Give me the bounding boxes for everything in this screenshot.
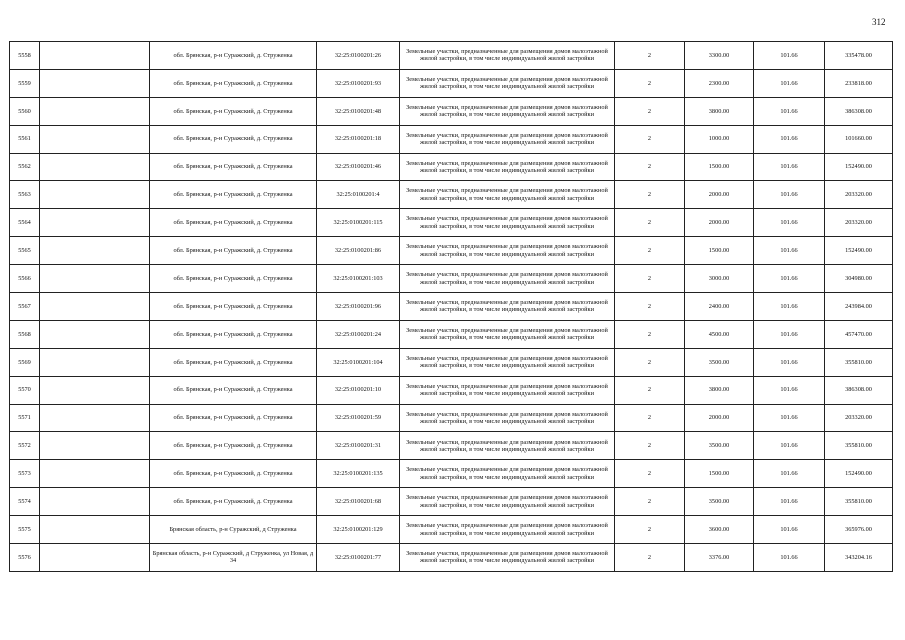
table-body bbox=[10, 42, 893, 572]
permitted-use-cell: Земельные участки, предназначенные для размещения домов малоэтажной жилой застройки, в том числе индивидуальной жилой застройки bbox=[400, 97, 615, 125]
category-cell: 2 bbox=[615, 544, 685, 572]
area-cell: 1500.00 bbox=[685, 153, 754, 181]
specific-value-cell: 101.66 bbox=[754, 432, 825, 460]
row-number-cell: 5570 bbox=[10, 376, 40, 404]
permitted-use-cell: Земельные участки, предназначенные для размещения домов малоэтажной жилой застройки, в том числе индивидуальной жилой застройки bbox=[400, 404, 615, 432]
area-cell: 3600.00 bbox=[685, 516, 754, 544]
cadastral-value-cell: 203320.00 bbox=[825, 209, 893, 237]
permitted-use-cell: Земельные участки, предназначенные для размещения домов малоэтажной жилой застройки, в том числе индивидуальной жилой застройки bbox=[400, 376, 615, 404]
cadastral-value-cell: 152490.00 bbox=[825, 153, 893, 181]
category-cell: 2 bbox=[615, 516, 685, 544]
address-cell: обл. Брянская, р-н Суражский, д. Струженка bbox=[150, 97, 317, 125]
address-cell: обл. Брянская, р-н Суражский, д. Струженка bbox=[150, 376, 317, 404]
cadastral-value-cell: 343204.16 bbox=[825, 544, 893, 572]
address-cell: обл. Брянская, р-н Суражский, д. Струженка bbox=[150, 265, 317, 293]
address-cell: обл. Брянская, р-н Суражский, д. Струженка bbox=[150, 125, 317, 153]
area-cell: 1500.00 bbox=[685, 237, 754, 265]
address-cell: обл. Брянская, р-н Суражский, д. Струженка bbox=[150, 488, 317, 516]
cadastral-value-cell: 355810.00 bbox=[825, 348, 893, 376]
category-cell: 2 bbox=[615, 348, 685, 376]
area-cell: 3500.00 bbox=[685, 488, 754, 516]
category-cell: 2 bbox=[615, 42, 685, 70]
cadastral-number-cell: 32:25:0100201:68 bbox=[317, 488, 400, 516]
table-row bbox=[10, 153, 893, 181]
area-cell: 3800.00 bbox=[685, 376, 754, 404]
address-cell: обл. Брянская, р-н Суражский, д. Струженка bbox=[150, 320, 317, 348]
table-row bbox=[10, 293, 893, 321]
empty-cell bbox=[40, 293, 150, 321]
cadastral-number-cell: 32:25:0100201:135 bbox=[317, 460, 400, 488]
cadastral-number-cell: 32:25:0100201:48 bbox=[317, 97, 400, 125]
empty-cell bbox=[40, 209, 150, 237]
cadastral-number-cell: 32:25:0100201:26 bbox=[317, 42, 400, 70]
category-cell: 2 bbox=[615, 265, 685, 293]
specific-value-cell: 101.66 bbox=[754, 69, 825, 97]
category-cell: 2 bbox=[615, 404, 685, 432]
table-row bbox=[10, 544, 893, 572]
cadastral-value-cell: 233818.00 bbox=[825, 69, 893, 97]
empty-cell bbox=[40, 348, 150, 376]
empty-cell bbox=[40, 237, 150, 265]
cadastral-number-cell: 32:25:0100201:103 bbox=[317, 265, 400, 293]
row-number-cell: 5568 bbox=[10, 320, 40, 348]
category-cell: 2 bbox=[615, 460, 685, 488]
area-cell: 3500.00 bbox=[685, 432, 754, 460]
cadastral-number-cell: 32:25:0100201:4 bbox=[317, 181, 400, 209]
permitted-use-cell: Земельные участки, предназначенные для размещения домов малоэтажной жилой застройки, в том числе индивидуальной жилой застройки bbox=[400, 460, 615, 488]
category-cell: 2 bbox=[615, 376, 685, 404]
cadastral-value-cell: 355810.00 bbox=[825, 432, 893, 460]
specific-value-cell: 101.66 bbox=[754, 488, 825, 516]
specific-value-cell: 101.66 bbox=[754, 42, 825, 70]
cadastral-number-cell: 32:25:0100201:93 bbox=[317, 69, 400, 97]
row-number-cell: 5562 bbox=[10, 153, 40, 181]
cadastral-value-cell: 386308.00 bbox=[825, 97, 893, 125]
area-cell: 1500.00 bbox=[685, 460, 754, 488]
specific-value-cell: 101.66 bbox=[754, 181, 825, 209]
cadastral-value-cell: 101660.00 bbox=[825, 125, 893, 153]
specific-value-cell: 101.66 bbox=[754, 125, 825, 153]
specific-value-cell: 101.66 bbox=[754, 460, 825, 488]
category-cell: 2 bbox=[615, 181, 685, 209]
cadastral-value-cell: 386308.00 bbox=[825, 376, 893, 404]
row-number-cell: 5574 bbox=[10, 488, 40, 516]
area-cell: 4500.00 bbox=[685, 320, 754, 348]
cadastral-number-cell: 32:25:0100201:104 bbox=[317, 348, 400, 376]
empty-cell bbox=[40, 181, 150, 209]
specific-value-cell: 101.66 bbox=[754, 404, 825, 432]
cadastral-number-cell: 32:25:0100201:24 bbox=[317, 320, 400, 348]
cadastral-number-cell: 32:25:0100201:31 bbox=[317, 432, 400, 460]
specific-value-cell: 101.66 bbox=[754, 544, 825, 572]
address-cell: обл. Брянская, р-н Суражский, д. Струженка bbox=[150, 153, 317, 181]
cadastral-number-cell: 32:25:0100201:59 bbox=[317, 404, 400, 432]
permitted-use-cell: Земельные участки, предназначенные для размещения домов малоэтажной жилой застройки, в том числе индивидуальной жилой застройки bbox=[400, 544, 615, 572]
empty-cell bbox=[40, 42, 150, 70]
empty-cell bbox=[40, 265, 150, 293]
permitted-use-cell: Земельные участки, предназначенные для размещения домов малоэтажной жилой застройки, в том числе индивидуальной жилой застройки bbox=[400, 237, 615, 265]
cadastral-value-cell: 355810.00 bbox=[825, 488, 893, 516]
table-row bbox=[10, 320, 893, 348]
specific-value-cell: 101.66 bbox=[754, 97, 825, 125]
area-cell: 3376.00 bbox=[685, 544, 754, 572]
cadastral-value-cell: 203320.00 bbox=[825, 181, 893, 209]
area-cell: 3000.00 bbox=[685, 265, 754, 293]
table-row bbox=[10, 376, 893, 404]
table-row bbox=[10, 181, 893, 209]
row-number-cell: 5558 bbox=[10, 42, 40, 70]
row-number-cell: 5561 bbox=[10, 125, 40, 153]
address-cell: Брянская область, р-н Суражский, д Струженка bbox=[150, 516, 317, 544]
category-cell: 2 bbox=[615, 432, 685, 460]
permitted-use-cell: Земельные участки, предназначенные для размещения домов малоэтажной жилой застройки, в том числе индивидуальной жилой застройки bbox=[400, 265, 615, 293]
cadastral-value-cell: 203320.00 bbox=[825, 404, 893, 432]
permitted-use-cell: Земельные участки, предназначенные для размещения домов малоэтажной жилой застройки, в том числе индивидуальной жилой застройки bbox=[400, 209, 615, 237]
address-cell: обл. Брянская, р-н Суражский, д. Струженка bbox=[150, 460, 317, 488]
empty-cell bbox=[40, 516, 150, 544]
permitted-use-cell: Земельные участки, предназначенные для размещения домов малоэтажной жилой застройки, в том числе индивидуальной жилой застройки bbox=[400, 153, 615, 181]
cadastral-value-cell: 243984.00 bbox=[825, 293, 893, 321]
area-cell: 3300.00 bbox=[685, 42, 754, 70]
page-number: 312 bbox=[872, 17, 886, 27]
table-row bbox=[10, 237, 893, 265]
table-row bbox=[10, 404, 893, 432]
row-number-cell: 5573 bbox=[10, 460, 40, 488]
row-number-cell: 5575 bbox=[10, 516, 40, 544]
cadastral-value-cell: 304980.00 bbox=[825, 265, 893, 293]
empty-cell bbox=[40, 125, 150, 153]
row-number-cell: 5563 bbox=[10, 181, 40, 209]
area-cell: 3500.00 bbox=[685, 348, 754, 376]
cadastral-number-cell: 32:25:0100201:129 bbox=[317, 516, 400, 544]
empty-cell bbox=[40, 153, 150, 181]
specific-value-cell: 101.66 bbox=[754, 237, 825, 265]
empty-cell bbox=[40, 320, 150, 348]
address-cell: обл. Брянская, р-н Суражский, д. Струженка bbox=[150, 432, 317, 460]
table-row bbox=[10, 432, 893, 460]
specific-value-cell: 101.66 bbox=[754, 209, 825, 237]
empty-cell bbox=[40, 544, 150, 572]
empty-cell bbox=[40, 460, 150, 488]
row-number-cell: 5571 bbox=[10, 404, 40, 432]
row-number-cell: 5566 bbox=[10, 265, 40, 293]
cadastral-value-cell: 365976.00 bbox=[825, 516, 893, 544]
category-cell: 2 bbox=[615, 97, 685, 125]
table-row bbox=[10, 460, 893, 488]
row-number-cell: 5565 bbox=[10, 237, 40, 265]
table-row bbox=[10, 42, 893, 70]
category-cell: 2 bbox=[615, 209, 685, 237]
permitted-use-cell: Земельные участки, предназначенные для размещения домов малоэтажной жилой застройки, в том числе индивидуальной жилой застройки bbox=[400, 516, 615, 544]
table-row bbox=[10, 348, 893, 376]
table-row bbox=[10, 516, 893, 544]
land-registry-table bbox=[9, 41, 893, 572]
cadastral-value-cell: 335478.00 bbox=[825, 42, 893, 70]
empty-cell bbox=[40, 432, 150, 460]
address-cell: обл. Брянская, р-н Суражский, д. Струженка bbox=[150, 209, 317, 237]
row-number-cell: 5567 bbox=[10, 293, 40, 321]
specific-value-cell: 101.66 bbox=[754, 376, 825, 404]
address-cell: обл. Брянская, р-н Суражский, д. Струженка bbox=[150, 42, 317, 70]
empty-cell bbox=[40, 404, 150, 432]
category-cell: 2 bbox=[615, 320, 685, 348]
empty-cell bbox=[40, 376, 150, 404]
address-cell: обл. Брянская, р-н Суражский, д. Струженка bbox=[150, 69, 317, 97]
permitted-use-cell: Земельные участки, предназначенные для размещения домов малоэтажной жилой застройки, в том числе индивидуальной жилой застройки bbox=[400, 181, 615, 209]
permitted-use-cell: Земельные участки, предназначенные для размещения домов малоэтажной жилой застройки, в том числе индивидуальной жилой застройки bbox=[400, 320, 615, 348]
specific-value-cell: 101.66 bbox=[754, 516, 825, 544]
permitted-use-cell: Земельные участки, предназначенные для размещения домов малоэтажной жилой застройки, в том числе индивидуальной жилой застройки bbox=[400, 293, 615, 321]
specific-value-cell: 101.66 bbox=[754, 293, 825, 321]
category-cell: 2 bbox=[615, 488, 685, 516]
table-row bbox=[10, 125, 893, 153]
cadastral-number-cell: 32:25:0100201:86 bbox=[317, 237, 400, 265]
row-number-cell: 5576 bbox=[10, 544, 40, 572]
area-cell: 2000.00 bbox=[685, 209, 754, 237]
empty-cell bbox=[40, 488, 150, 516]
specific-value-cell: 101.66 bbox=[754, 153, 825, 181]
empty-cell bbox=[40, 97, 150, 125]
permitted-use-cell: Земельные участки, предназначенные для размещения домов малоэтажной жилой застройки, в том числе индивидуальной жилой застройки bbox=[400, 348, 615, 376]
category-cell: 2 bbox=[615, 153, 685, 181]
table-row bbox=[10, 488, 893, 516]
address-cell: обл. Брянская, р-н Суражский, д. Струженка bbox=[150, 181, 317, 209]
cadastral-number-cell: 32:25:0100201:115 bbox=[317, 209, 400, 237]
area-cell: 2000.00 bbox=[685, 181, 754, 209]
area-cell: 3800.00 bbox=[685, 97, 754, 125]
category-cell: 2 bbox=[615, 237, 685, 265]
address-cell: обл. Брянская, р-н Суражский, д. Струженка bbox=[150, 404, 317, 432]
row-number-cell: 5569 bbox=[10, 348, 40, 376]
specific-value-cell: 101.66 bbox=[754, 320, 825, 348]
address-cell: обл. Брянская, р-н Суражский, д. Струженка bbox=[150, 293, 317, 321]
permitted-use-cell: Земельные участки, предназначенные для размещения домов малоэтажной жилой застройки, в том числе индивидуальной жилой застройки bbox=[400, 432, 615, 460]
area-cell: 2000.00 bbox=[685, 404, 754, 432]
category-cell: 2 bbox=[615, 293, 685, 321]
table-row bbox=[10, 265, 893, 293]
row-number-cell: 5564 bbox=[10, 209, 40, 237]
permitted-use-cell: Земельные участки, предназначенные для размещения домов малоэтажной жилой застройки, в том числе индивидуальной жилой застройки bbox=[400, 125, 615, 153]
cadastral-value-cell: 152490.00 bbox=[825, 237, 893, 265]
cadastral-number-cell: 32:25:0100201:46 bbox=[317, 153, 400, 181]
row-number-cell: 5559 bbox=[10, 69, 40, 97]
area-cell: 1000.00 bbox=[685, 125, 754, 153]
table-row bbox=[10, 97, 893, 125]
cadastral-number-cell: 32:25:0100201:96 bbox=[317, 293, 400, 321]
permitted-use-cell: Земельные участки, предназначенные для размещения домов малоэтажной жилой застройки, в том числе индивидуальной жилой застройки bbox=[400, 42, 615, 70]
empty-cell bbox=[40, 69, 150, 97]
table-row bbox=[10, 209, 893, 237]
address-cell: обл. Брянская, р-н Суражский, д. Струженка bbox=[150, 237, 317, 265]
row-number-cell: 5560 bbox=[10, 97, 40, 125]
cadastral-value-cell: 457470.00 bbox=[825, 320, 893, 348]
cadastral-number-cell: 32:25:0100201:77 bbox=[317, 544, 400, 572]
cadastral-number-cell: 32:25:0100201:10 bbox=[317, 376, 400, 404]
area-cell: 2300.00 bbox=[685, 69, 754, 97]
address-cell: Брянская область, р-н Суражский, д Струженка, ул Новая, д 34 bbox=[150, 544, 317, 572]
permitted-use-cell: Земельные участки, предназначенные для размещения домов малоэтажной жилой застройки, в том числе индивидуальной жилой застройки bbox=[400, 69, 615, 97]
permitted-use-cell: Земельные участки, предназначенные для размещения домов малоэтажной жилой застройки, в том числе индивидуальной жилой застройки bbox=[400, 488, 615, 516]
specific-value-cell: 101.66 bbox=[754, 348, 825, 376]
category-cell: 2 bbox=[615, 69, 685, 97]
table-row bbox=[10, 69, 893, 97]
address-cell: обл. Брянская, р-н Суражский, д. Струженка bbox=[150, 348, 317, 376]
cadastral-value-cell: 152490.00 bbox=[825, 460, 893, 488]
cadastral-number-cell: 32:25:0100201:18 bbox=[317, 125, 400, 153]
category-cell: 2 bbox=[615, 125, 685, 153]
row-number-cell: 5572 bbox=[10, 432, 40, 460]
area-cell: 2400.00 bbox=[685, 293, 754, 321]
specific-value-cell: 101.66 bbox=[754, 265, 825, 293]
